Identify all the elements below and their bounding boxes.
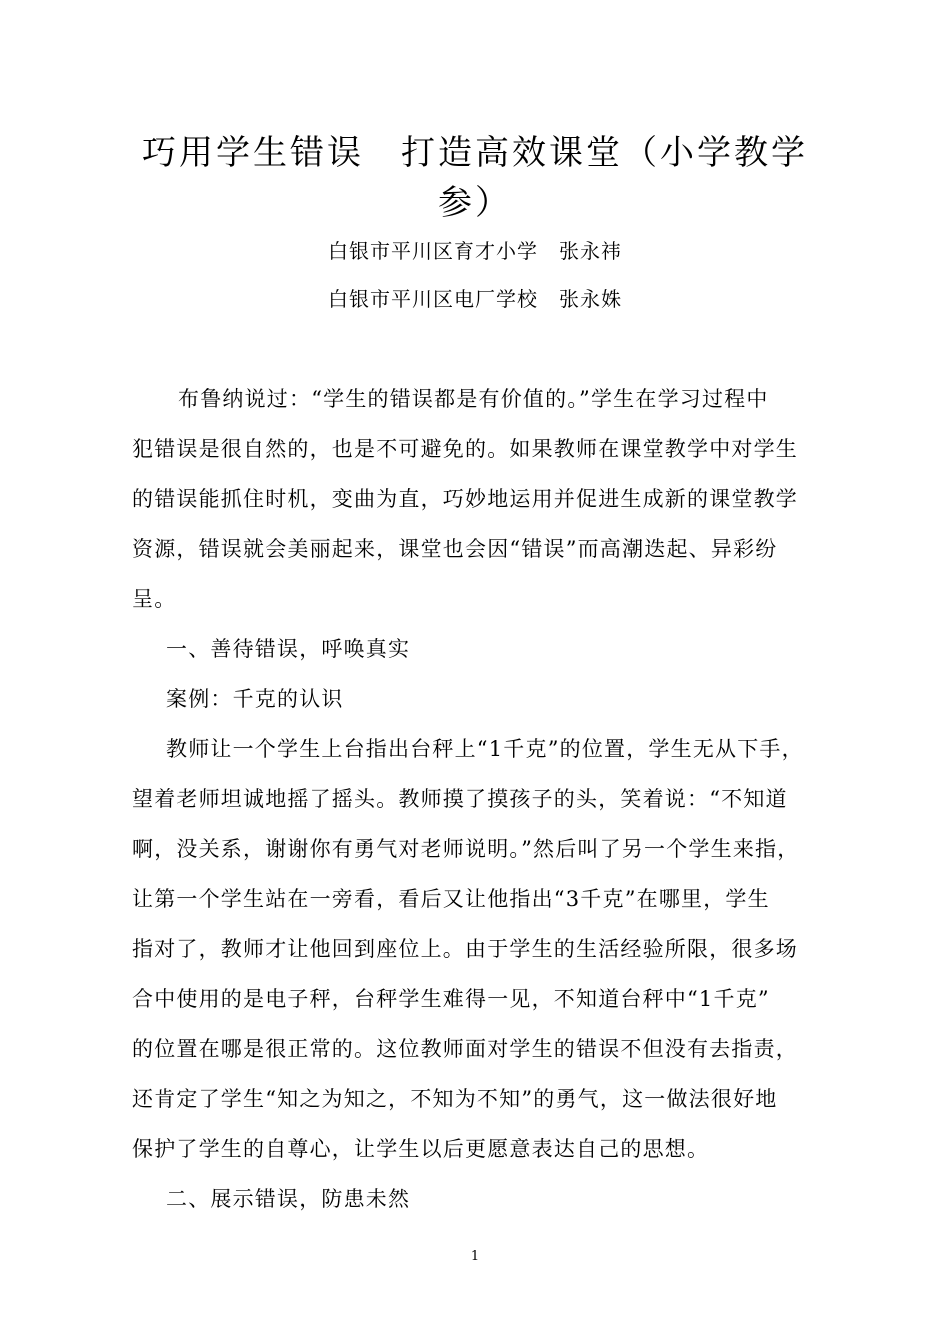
body-line-14: 的位置在哪是很正常的。这位教师面对学生的错误不但没有去指责， xyxy=(132,1037,798,1061)
body-line-3: 的错误能抓住时机，变曲为直，巧妙地运用并促进生成新的课堂教学 xyxy=(132,487,798,511)
section-heading-1: 一、善待错误，呼唤真实 xyxy=(166,637,411,661)
author-line-2: 白银市平川区电厂学校 张永姝 xyxy=(328,287,622,311)
body-line-9: 望着老师坦诚地摇了摇头。教师摸了摸孩子的头，笑着说：“不知道 xyxy=(132,787,788,811)
body-line-15: 还肯定了学生“知之为知之，不知为不知”的勇气，这一做法很好地 xyxy=(132,1087,778,1111)
body-line-11: 让第一个学生站在一旁看，看后又让他指出“3千克”在哪里，学生 xyxy=(132,887,770,911)
body-line-5: 呈。 xyxy=(132,587,177,611)
section-heading-2: 二、展示错误，防患未然 xyxy=(166,1187,411,1211)
body-line-12: 指对了，教师才让他回到座位上。由于学生的生活经验所限，很多场 xyxy=(132,937,798,961)
body-line-16: 保护了学生的自尊心，让学生以后更愿意表达自己的思想。 xyxy=(132,1137,710,1161)
author-line-1: 白银市平川区育才小学 张永祎 xyxy=(328,239,622,263)
case-heading: 案例：千克的认识 xyxy=(166,687,344,711)
body-line-2: 犯错误是很自然的，也是不可避免的。如果教师在课堂教学中对学生 xyxy=(132,437,798,461)
title-line-2: 参） xyxy=(438,183,512,223)
body-line-13: 合中使用的是电子秤，台秤学生难得一见，不知道台秤中“1千克” xyxy=(132,987,770,1011)
body-line-10: 啊，没关系，谢谢你有勇气对老师说明。”然后叫了另一个学生来指， xyxy=(132,837,800,861)
body-line-1: 布鲁纳说过：“学生的错误都是有价值的。”学生在学习过程中 xyxy=(178,387,769,411)
body-line-8: 教师让一个学生上台指出台秤上“1千克”的位置，学生无从下手， xyxy=(166,737,804,761)
body-line-4: 资源，错误就会美丽起来，课堂也会因“错误”而高潮迭起、异彩纷 xyxy=(132,537,778,561)
title-line-1: 巧用学生错误 打造高效课堂（小学教学 xyxy=(142,133,808,173)
page-number: 1 xyxy=(470,1249,480,1264)
